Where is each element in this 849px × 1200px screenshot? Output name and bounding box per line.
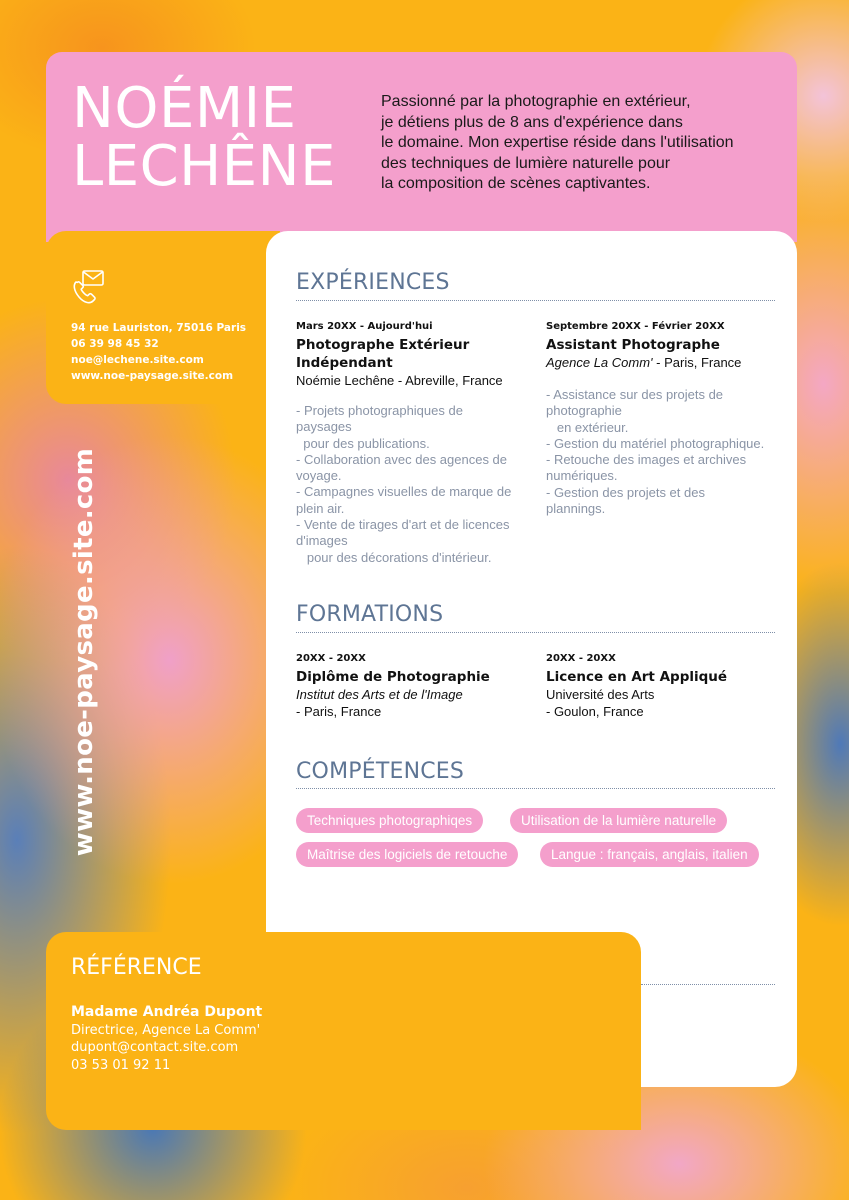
contact-website[interactable]: www.noe-paysage.site.com	[71, 370, 234, 382]
reference-phone[interactable]: 03 53 01 92 11	[71, 1057, 171, 1073]
bullet-line: - Collaboration avec des agences de	[296, 451, 508, 467]
bullet-line: - Vente de tirages d'art et de licences	[296, 517, 510, 533]
experiences-title: EXPÉRIENCES	[296, 270, 450, 295]
bullet-line: - Campagnes visuelles de marque de	[296, 484, 512, 500]
intro-line: la composition de scènes captivantes.	[381, 175, 651, 192]
reference-title: RÉFÉRENCE	[71, 955, 202, 980]
experience-title-line: Indépendant	[296, 355, 393, 371]
candidate-name	[72, 76, 336, 199]
vertical-website-text: www.noe-paysage.site.com	[69, 447, 99, 857]
bullet-line: - Retouche des images et archives	[546, 452, 747, 468]
formation-school: Université des Arts	[546, 687, 655, 702]
bullet-line: numériques.	[546, 468, 618, 484]
bullet-line: - Projets photographiques de	[296, 403, 463, 418]
reference-role: Directrice, Agence La Comm'	[71, 1022, 261, 1038]
formation-location: - Paris, France	[296, 704, 382, 719]
bullet-line: d'images	[296, 533, 348, 549]
name-first: NOÉMIE	[72, 76, 297, 141]
envelope-phone-icon	[71, 268, 105, 304]
experience-bullets	[546, 387, 781, 517]
experience-date: Septembre 20XX - Février 20XX	[546, 321, 725, 332]
formation-item	[296, 652, 531, 720]
bullet-line: pour des publications.	[296, 435, 430, 451]
skill-chip: Utilisation de la lumière naturelle	[510, 808, 727, 833]
experience-date: Mars 20XX - Aujourd'hui	[296, 321, 433, 332]
bullet-line: en extérieur.	[546, 419, 629, 435]
contact-email[interactable]: noe@lechene.site.com	[71, 354, 204, 366]
formation-location: - Goulon, France	[546, 704, 644, 719]
bullet-line: voyage.	[296, 468, 342, 484]
skill-chip: Maîtrise des logiciels de retouche	[296, 842, 518, 867]
skill-chip: Langue : français, anglais, italien	[540, 842, 759, 867]
intro-line: des techniques de lumière naturelle pour	[381, 154, 671, 172]
reference-details	[71, 1004, 262, 1074]
competences-divider	[296, 788, 775, 789]
intro-paragraph	[381, 92, 781, 195]
bullet-line: pour des décorations d'intérieur.	[296, 549, 492, 565]
contact-address: 94 rue Lauriston, 75016 Paris	[71, 322, 247, 334]
formations-divider	[296, 632, 775, 633]
formations-title: FORMATIONS	[296, 602, 444, 627]
contact-phone[interactable]: 06 39 98 45 32	[71, 338, 159, 350]
intro-line: je détiens plus de 8 ans d'expérience dans	[381, 113, 683, 131]
experience-title-line: Photographe Extérieur	[296, 337, 470, 353]
experience-item	[546, 320, 781, 517]
reference-name: Madame Andréa Dupont	[71, 1004, 263, 1020]
reference-email[interactable]: dupont@contact.site.com	[71, 1040, 239, 1055]
experience-location: - Paris, France	[652, 355, 742, 370]
intro-line: le domaine. Mon expertise réside dans l'utilisation	[381, 134, 734, 151]
bullet-line: - Gestion des projets et des	[546, 484, 705, 500]
experience-title: Assistant Photographe	[546, 337, 720, 353]
contact-details	[71, 320, 246, 384]
experience-place	[546, 354, 781, 371]
skill-chip: Techniques photographiqes	[296, 808, 483, 833]
formation-school: Institut des Arts et de l'Image	[296, 687, 463, 702]
bullet-line: plein air.	[296, 500, 345, 516]
bullet-line: plannings.	[546, 501, 606, 517]
experiences-divider	[296, 300, 775, 301]
competences-title: COMPÉTENCES	[296, 759, 465, 784]
experience-place: Noémie Lechêne - Abreville, France	[296, 373, 503, 388]
bullet-line: photographie	[546, 403, 622, 419]
formation-date: 20XX - 20XX	[546, 653, 616, 664]
reference-divider	[641, 984, 775, 985]
experience-bullets	[296, 403, 531, 566]
name-last: LECHÊNE	[72, 134, 336, 199]
experience-title	[296, 336, 531, 372]
bullet-line: paysages	[296, 419, 352, 435]
formation-title: Diplôme de Photographie	[296, 669, 490, 685]
experience-item	[296, 320, 531, 566]
formation-item	[546, 652, 781, 720]
formation-date: 20XX - 20XX	[296, 653, 366, 664]
formation-title: Licence en Art Appliqué	[546, 669, 728, 685]
experience-company: Agence La Comm'	[546, 355, 653, 370]
bullet-line: - Assistance sur des projets de	[546, 387, 724, 402]
intro-line: Passionné par la photographie en extérieur,	[381, 93, 691, 110]
bullet-line: - Gestion du matériel photographique.	[546, 435, 765, 451]
